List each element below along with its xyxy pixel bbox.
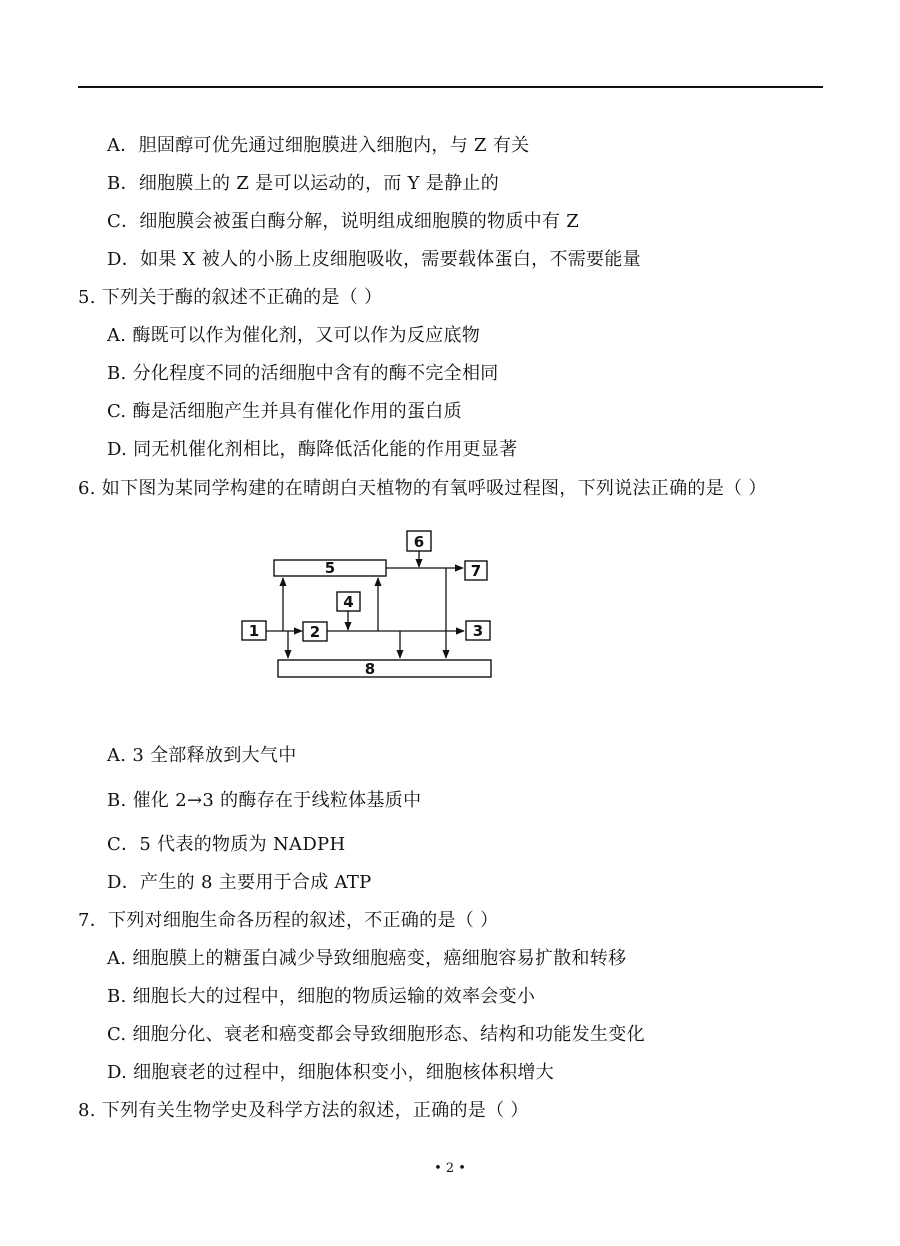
q4-option-b: B．细胞膜上的 Z 是可以运动的，而 Y 是静止的 bbox=[107, 173, 500, 194]
q5-option-c: C. 酶是活细胞产生并具有催化作用的蛋白质 bbox=[107, 401, 462, 422]
diagram-label-2: 2 bbox=[309, 623, 321, 641]
q7-option-d: D. 细胞衰老的过程中，细胞体积变小，细胞核体积增大 bbox=[107, 1062, 555, 1083]
diagram-label-4: 4 bbox=[343, 593, 354, 611]
diagram-label-5: 5 bbox=[324, 559, 336, 577]
q7-option-a: A. 细胞膜上的糖蛋白减少导致细胞癌变，癌细胞容易扩散和转移 bbox=[107, 948, 627, 969]
q6-option-a: A. 3 全部释放到大气中 bbox=[107, 745, 297, 766]
diagram-label-6: 6 bbox=[413, 533, 425, 551]
diagram-box-8 bbox=[278, 660, 491, 677]
q5-option-a: A. 酶既可以作为催化剂，又可以作为反应底物 bbox=[107, 325, 481, 346]
respiration-diagram bbox=[238, 527, 498, 682]
q5-stem: 5. 下列关于酶的叙述不正确的是（ ） bbox=[78, 287, 383, 308]
q6-option-b: B. 催化 2→3 的酶存在于线粒体基质中 bbox=[107, 790, 422, 811]
q4-option-c: C．细胞膜会被蛋白酶分解，说明组成细胞膜的物质中有 Z bbox=[107, 211, 580, 232]
header-rule bbox=[78, 86, 823, 88]
diagram-label-1: 1 bbox=[248, 622, 260, 640]
q7-stem: 7．下列对细胞生命各历程的叙述，不正确的是（ ） bbox=[78, 910, 499, 931]
q8-stem: 8. 下列有关生物学史及科学方法的叙述，正确的是（ ） bbox=[78, 1100, 529, 1121]
diagram-label-8: 8 bbox=[364, 660, 376, 678]
q5-option-d: D. 同无机催化剂相比，酶降低活化能的作用更显著 bbox=[107, 439, 518, 460]
q6-option-d: D．产生的 8 主要用于合成 ATP bbox=[107, 872, 372, 893]
q5-option-b: B. 分化程度不同的活细胞中含有的酶不完全相同 bbox=[107, 363, 499, 384]
q7-option-b: B. 细胞长大的过程中，细胞的物质运输的效率会变小 bbox=[107, 986, 536, 1007]
page-number: • 2 • bbox=[434, 1161, 466, 1176]
q4-option-d: D．如果 X 被人的小肠上皮细胞吸收，需要载体蛋白，不需要能量 bbox=[107, 249, 641, 270]
q6-stem: 6. 如下图为某同学构建的在晴朗白天植物的有氧呼吸过程图，下列说法正确的是（ ） bbox=[78, 478, 767, 499]
q6-option-c: C．5 代表的物质为 NADPH bbox=[107, 834, 346, 855]
diagram-label-7: 7 bbox=[470, 562, 482, 580]
q7-option-c: C. 细胞分化、衰老和癌变都会导致细胞形态、结构和功能发生变化 bbox=[107, 1024, 645, 1045]
diagram-label-3: 3 bbox=[472, 622, 484, 640]
q4-option-a: A．胆固醇可优先通过细胞膜进入细胞内，与 Z 有关 bbox=[107, 135, 530, 156]
